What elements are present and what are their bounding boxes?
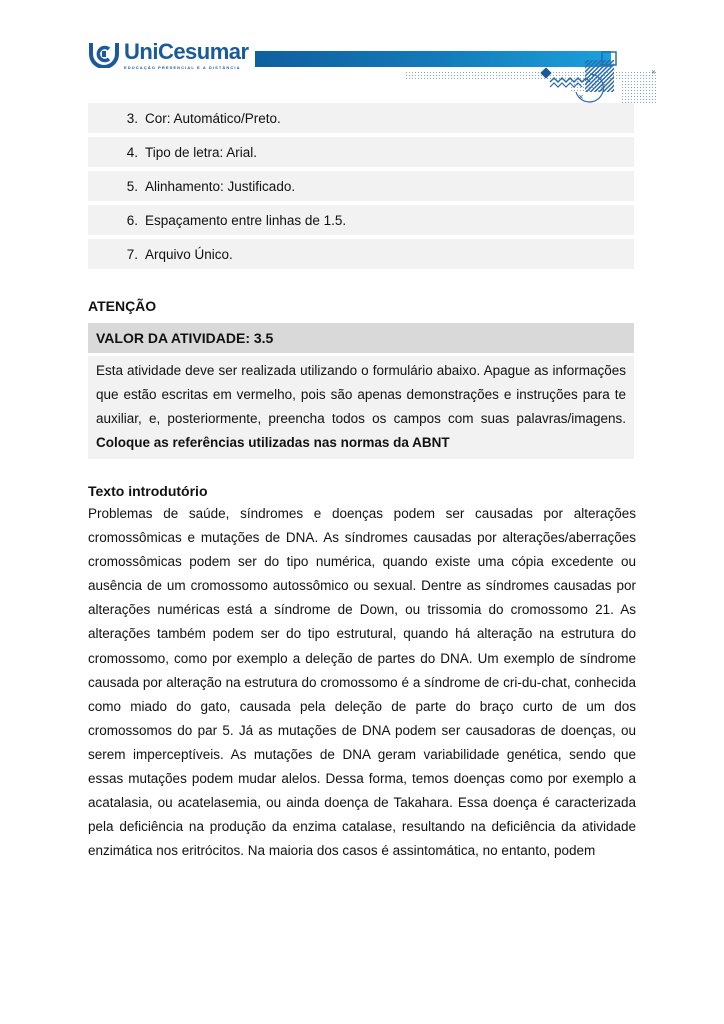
- list-number: 5.: [126, 178, 138, 194]
- instructions-bold-text: Coloque as referências utilizadas nas normas da ABNT: [96, 435, 450, 450]
- svg-text:×: ×: [651, 69, 657, 76]
- list-item: [88, 137, 634, 167]
- intro-heading: Texto introdutório: [88, 483, 208, 499]
- list-number: 4.: [126, 144, 138, 160]
- list-text: Tipo de letra: Arial.: [145, 144, 258, 160]
- list-item: [88, 171, 634, 201]
- svg-text:×: ×: [578, 93, 584, 101]
- header-decoration: [400, 48, 660, 106]
- list-text: Cor: Automático/Preto.: [145, 110, 281, 126]
- list-text: Espaçamento entre linhas de 1.5.: [145, 212, 347, 228]
- list-number: 3.: [126, 110, 138, 126]
- logo-tagline: EDUCAÇÃO PRESENCIAL E A DISTÂNCIA: [124, 65, 241, 70]
- list-item: [88, 205, 634, 235]
- list-item: [88, 103, 634, 133]
- unicesumar-logo: [88, 40, 249, 70]
- list-item: [88, 239, 634, 269]
- document-content: [88, 103, 634, 863]
- list-text: Arquivo Único.: [145, 246, 233, 262]
- logo-name: UniCesumar: [124, 39, 249, 64]
- unicesumar-logo-icon: [88, 40, 120, 68]
- attention-heading: ATENÇÃO: [88, 298, 157, 314]
- activity-value-label: VALOR DA ATIVIDADE: 3.5: [88, 323, 634, 353]
- list-number: 6.: [126, 212, 138, 228]
- intro-paragraph: Problemas de saúde, síndromes e doenças podem ser causadas por alterações cromossômicas e mutações de DNA. As síndromes causadas por alterações/aberrações cromossômicas podem ser do tipo numérica, quando existe uma cópia excedente ou ausência de um cromossomo autossômico ou sexual. Dentre as síndromes causadas por alterações numéricas está a síndrome de Down, ou trissomia do cromossomo 21. As alterações também podem ser do tipo estrutural, quando há alteração na estrutura do cromossomo, como por exemplo a deleção de partes do DNA. Um exemplo de síndrome causada por alteração na estrutura do cromossomo é a síndrome de cri-du-chat, conhecida como miado do gato, causada pela deleção de parte do braço curto de um dos cromossomos do par 5. Já as mutações de DNA podem ser causadoras de doenças, ou serem imperceptíveis. As mutações de DNA geram variabilidade genética, sendo que essas mutações podem mudar alelos. Dessa forma, temos doenças como por exemplo a acatalasia, ou acatelasemia, ou ainda doença de Takahara. Essa doença é caracterizada pela deficiência na produção da enzima catalase, resultando na deficiência da atividade enzimática nos eritrócitos. Na maioria dos casos é assintomática, no entanto, podem: [88, 506, 636, 859]
- instructions-text: Esta atividade deve ser realizada utilizando o formulário abaixo. Apague as informações que estão escritas em vermelho, pois são apenas demonstrações e instruções para te auxiliar, e, posteriormente, preencha todos os campos com suas palavras/imagens.: [96, 363, 626, 426]
- format-list: [88, 103, 634, 269]
- list-text: Alinhamento: Justificado.: [145, 178, 296, 194]
- page-header: [0, 0, 724, 100]
- activity-instructions: [88, 356, 634, 459]
- list-number: 7.: [126, 246, 138, 262]
